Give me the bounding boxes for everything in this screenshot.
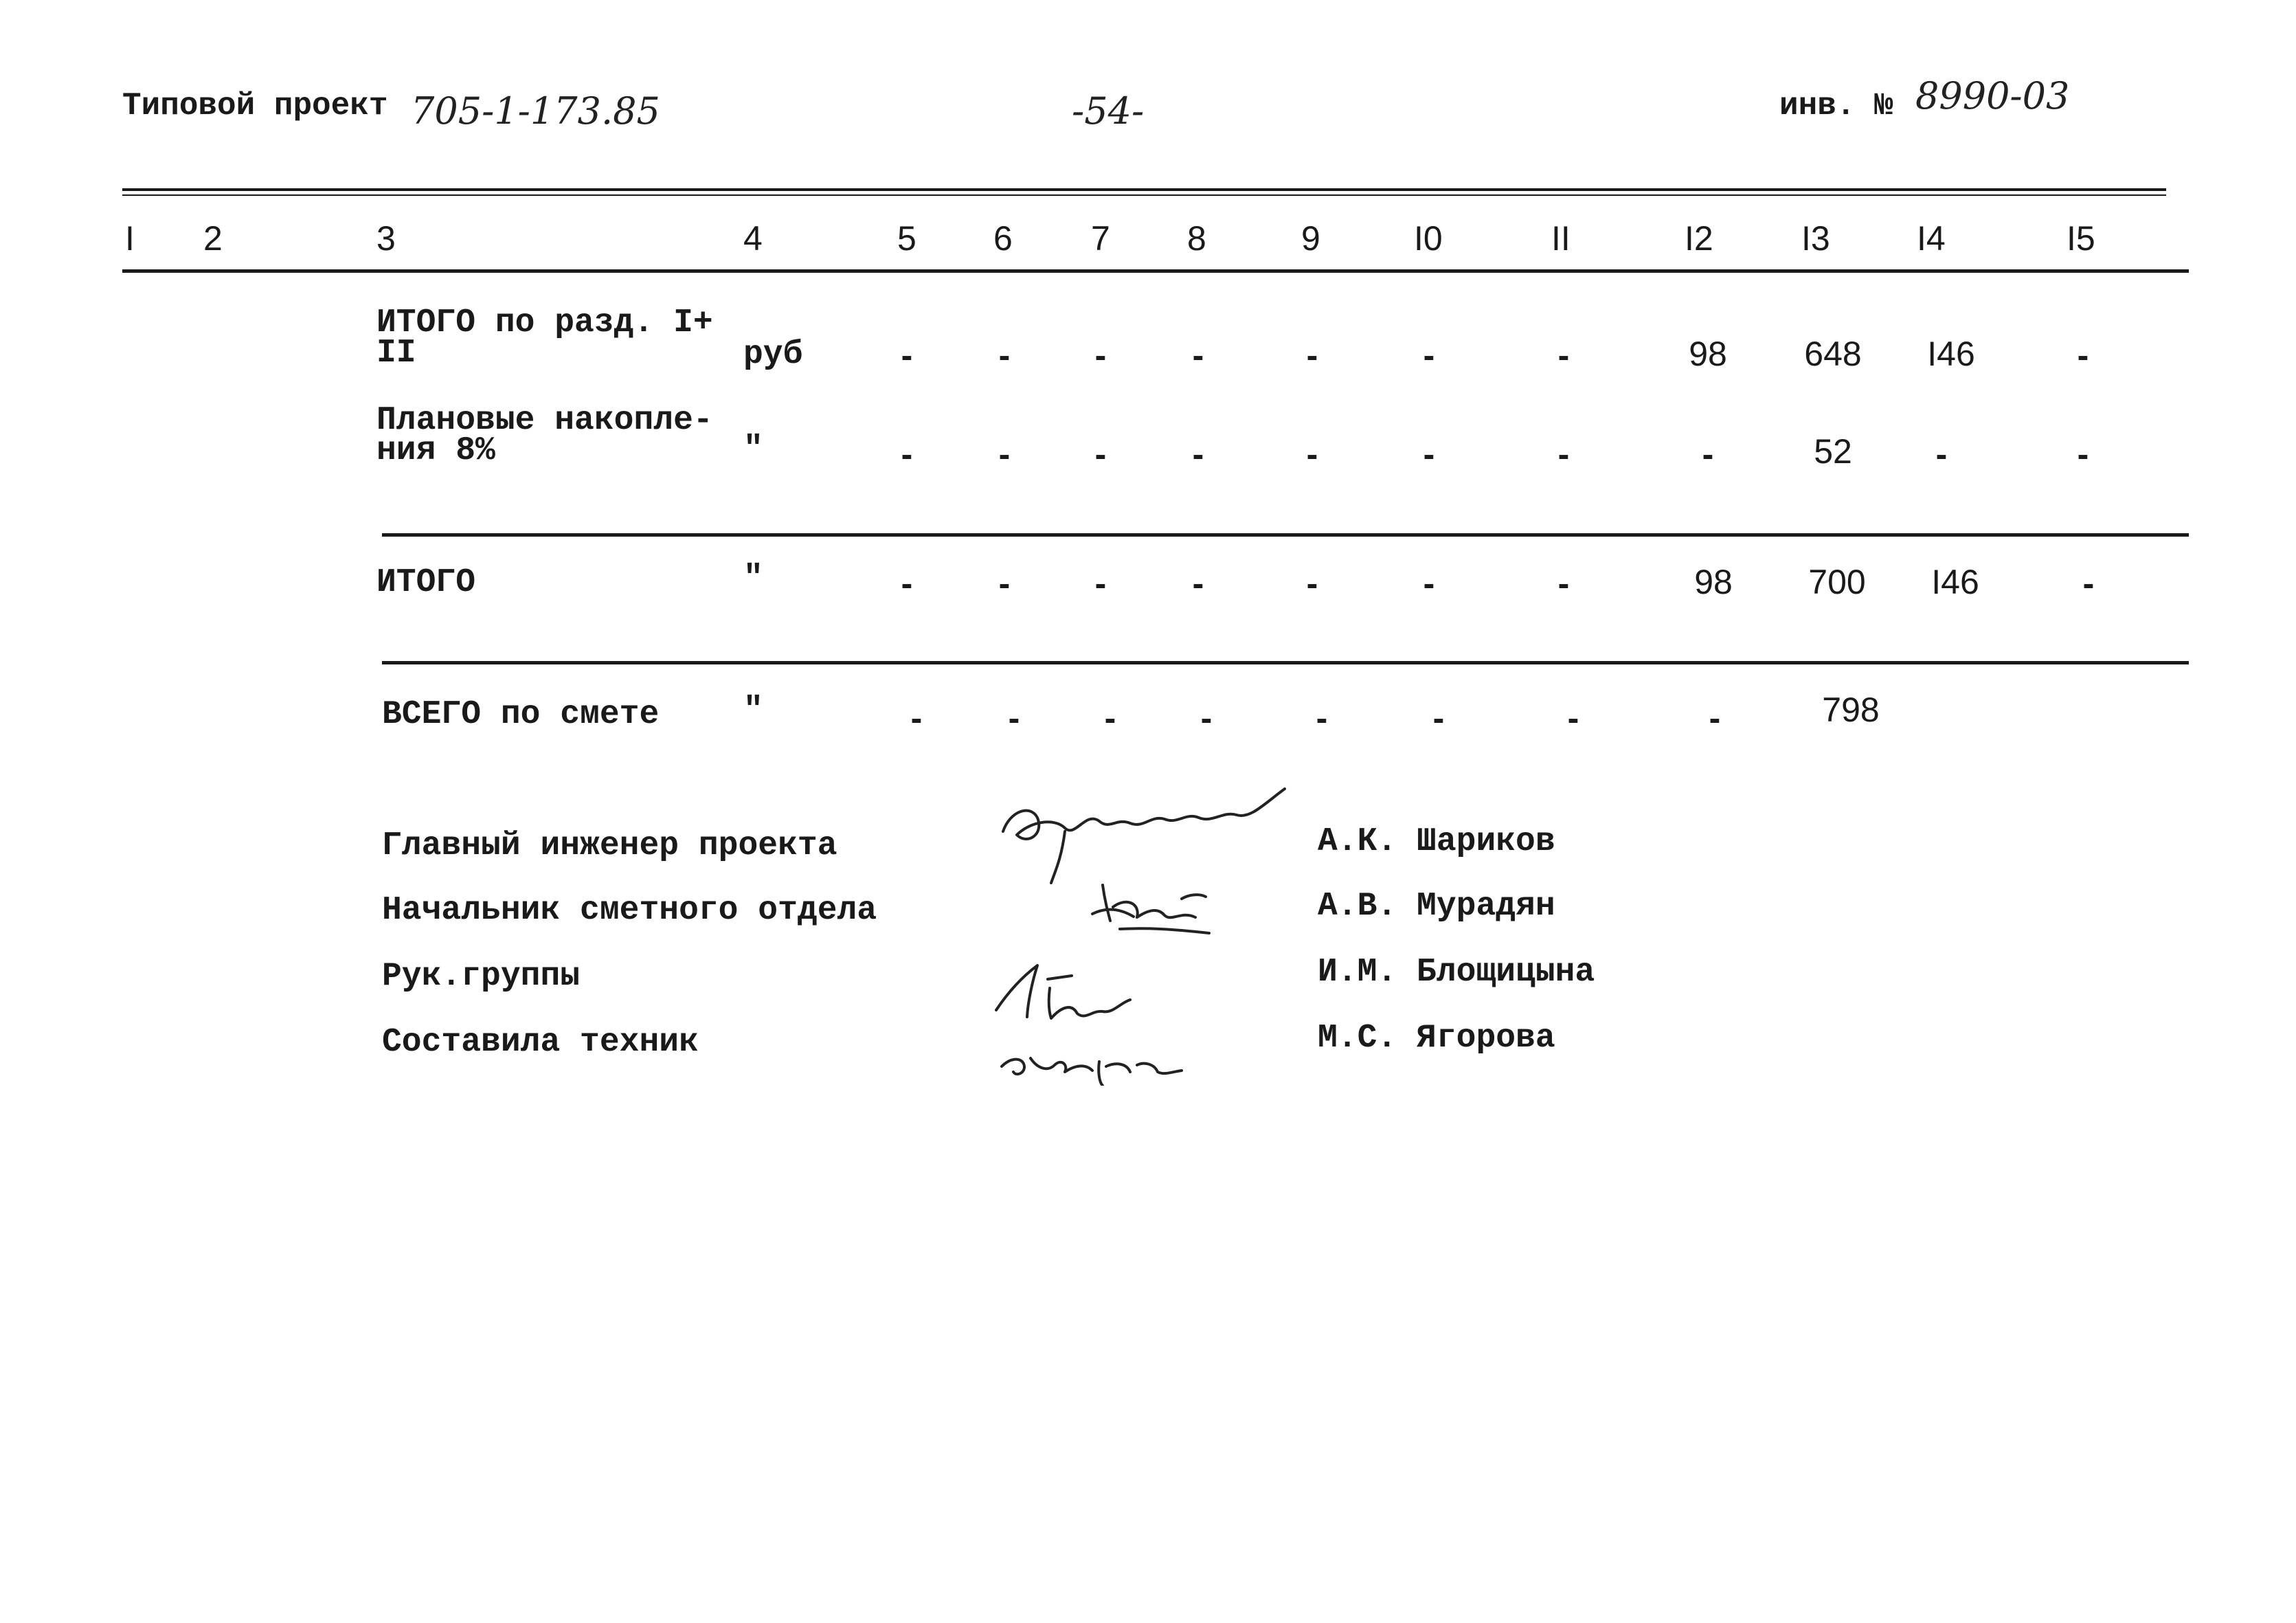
row4-unit: " [743,692,763,729]
col-header-12: I2 [1685,219,1713,258]
row3-label: ИТОГО [376,564,476,601]
row2-c8: - [1192,435,1204,473]
sig-role-4: Составила техник [382,1024,699,1061]
col-header-10: I0 [1414,219,1443,258]
row1-c8: - [1192,336,1204,374]
row1-c5: - [901,336,913,374]
row4-c12: - [1709,699,1721,737]
col-header-9: 9 [1301,219,1320,258]
row4-c13: 798 [1822,691,1880,729]
row4-label: ВСЕГО по смете [382,696,660,733]
row3-c11: - [1557,564,1570,603]
row2-label-line2: ния 8% [376,432,495,469]
sig-role-2: Начальник сметного отдела [382,892,877,929]
signature-2 [1092,885,1209,933]
row2-unit: " [743,431,763,468]
col-header-5: 5 [897,219,916,258]
row2-c12: - [1702,435,1714,473]
row3-c12: 98 [1694,563,1733,601]
row1-c10: - [1423,336,1435,374]
project-number: 705-1-173.85 [411,89,660,133]
col-header-4: 4 [743,219,763,258]
row4-c7: - [1104,699,1116,737]
sig-name-4: М.С. Ягорова [1318,1020,1555,1057]
header-rule [122,269,2189,273]
row1-c15: - [2077,336,2089,374]
top-rule [122,188,2166,191]
row1-label-line2: II [376,335,416,372]
row2-c6: - [998,435,1011,473]
row3-c5: - [901,564,913,603]
sig-role-3: Рук.группы [382,958,581,995]
col-header-3: 3 [376,219,396,258]
row2-c13: 52 [1814,432,1852,471]
row3-c6: - [998,564,1011,603]
signature-marks [989,770,1402,1086]
sig-name-1: А.К. Шариков [1318,823,1555,860]
row2-c10: - [1423,435,1435,473]
project-label: Типовой проект [122,88,388,124]
page-number: -54- [1072,89,1145,133]
signature-1 [1003,789,1285,883]
inv-label: инв. № [1779,88,1893,124]
row4-c9: - [1316,699,1328,737]
row4-c6: - [1008,699,1020,737]
row2-c7: - [1094,435,1107,473]
row3-c10: - [1423,564,1435,603]
row3-c8: - [1192,564,1204,603]
row1-label-line1: ИТОГО по разд. I+ [376,304,713,342]
signature-4 [1002,1058,1182,1086]
row1-c11: - [1557,336,1570,374]
row4-c5: - [910,699,923,737]
row3-c7: - [1094,564,1107,603]
row1-c12: 98 [1689,335,1727,373]
row4-c10: - [1432,699,1445,737]
row3-unit: " [743,560,763,597]
col-header-13: I3 [1801,219,1830,258]
row2-c9: - [1306,435,1318,473]
col-header-7: 7 [1091,219,1110,258]
itogo-rule [382,533,2189,537]
row3-c9: - [1306,564,1318,603]
row1-c9: - [1306,336,1318,374]
row1-unit: руб [743,336,803,373]
row1-c14: I46 [1927,335,1975,373]
row4-c8: - [1200,699,1213,737]
vsego-rule [382,661,2189,664]
sig-name-2: А.В. Мурадян [1318,888,1555,925]
col-header-6: 6 [993,219,1013,258]
row2-c14: - [1935,435,1948,473]
inv-number: 8990-03 [1915,74,2070,117]
row1-c7: - [1094,336,1107,374]
top-rule-2 [122,194,2166,196]
sig-role-1: Главный инженер проекта [382,827,837,864]
row3-c15: - [2082,564,2095,603]
row2-c15: - [2077,435,2089,473]
col-header-8: 8 [1187,219,1206,258]
col-header-11: II [1551,219,1571,258]
col-header-14: I4 [1917,219,1946,258]
col-header-2: 2 [203,219,223,258]
row1-c6: - [998,336,1011,374]
row2-label-line1: Плановые накопле- [376,402,713,439]
row2-c5: - [901,435,913,473]
sig-name-3: И.М. Блощицына [1318,954,1595,991]
row3-c13: 700 [1808,563,1866,601]
col-header-1: I [125,219,135,258]
row3-c14: I46 [1931,563,1979,601]
row2-c11: - [1557,435,1570,473]
signature-3 [996,965,1130,1018]
col-header-15: I5 [2067,219,2095,258]
row4-c11: - [1567,699,1579,737]
row1-c13: 648 [1804,335,1862,373]
